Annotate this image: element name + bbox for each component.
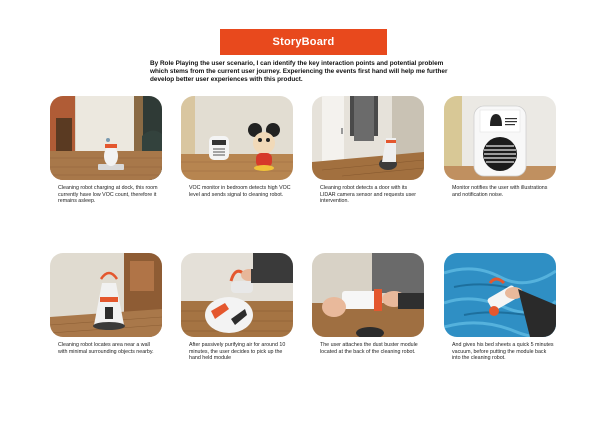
voc-monitor-scene bbox=[181, 96, 293, 180]
panel-photo bbox=[312, 253, 424, 337]
storyboard-panel-4 bbox=[444, 96, 556, 198]
intro-paragraph: By Role Playing the user scenario, I can identify the key interaction points and potential problem which stems from the current user journey. Experiencing the events first hand will help me further develop better user experiences with this product. bbox=[150, 60, 448, 84]
panel-photo bbox=[444, 253, 556, 337]
dust-buster-icon bbox=[342, 289, 382, 311]
door-icon bbox=[322, 96, 344, 166]
panel-photo bbox=[312, 96, 424, 180]
storyboard-panel-8 bbox=[444, 253, 556, 362]
storyboard-panel-3 bbox=[312, 96, 424, 205]
page-title: StoryBoard bbox=[220, 29, 387, 55]
panel-caption: The user attaches the dust buster module located at the back of the cleaning robot. bbox=[320, 342, 418, 355]
panel-photo bbox=[444, 96, 556, 180]
panel-caption: Cleaning robot detects a door with its LIDAR camera sensor and requests user intervention. bbox=[320, 185, 416, 204]
robot-charging-scene bbox=[50, 96, 162, 180]
notification-monitor-scene bbox=[444, 96, 556, 180]
panel-caption: Cleaning robot charging at dock, this room currently have low VOC count, therefore it remains asleep. bbox=[58, 185, 158, 204]
voc-monitor-icon bbox=[209, 136, 229, 160]
panel-photo bbox=[181, 96, 293, 180]
door-detection-scene bbox=[312, 96, 424, 180]
panel-photo bbox=[50, 96, 162, 180]
panel-caption: VOC monitor in bedroom detects high VOC level and sends signal to cleaning robot. bbox=[189, 185, 291, 198]
storyboard-panel-1 bbox=[50, 96, 162, 205]
panel-caption: Cleaning robot locates area near a wall with minimal surrounding objects nearby. bbox=[58, 342, 154, 355]
storyboard-panel-5 bbox=[50, 253, 162, 355]
panel-caption: Monitor notifies the user with illustrations and notification noise. bbox=[452, 185, 548, 198]
robot-near-wall-scene bbox=[50, 253, 162, 337]
panel-photo bbox=[50, 253, 162, 337]
storyboard-panel-7 bbox=[312, 253, 424, 355]
pick-up-module-scene bbox=[181, 253, 293, 337]
notification-screen-icon bbox=[474, 106, 526, 176]
storyboard-panel-2 bbox=[181, 96, 293, 198]
panel-photo bbox=[181, 253, 293, 337]
robot-icon bbox=[205, 297, 253, 333]
vacuum-bedsheet-scene bbox=[444, 253, 556, 337]
panel-caption: And gives his bed sheets a quick 5 minutes vacuum, before putting the module back into the cleaning robot. bbox=[452, 342, 554, 361]
panel-caption: After passively purifying air for around 10 minutes, the user decides to pick up the hand held module bbox=[189, 342, 286, 361]
attach-dust-buster-scene bbox=[312, 253, 424, 337]
storyboard-panel-6 bbox=[181, 253, 293, 362]
